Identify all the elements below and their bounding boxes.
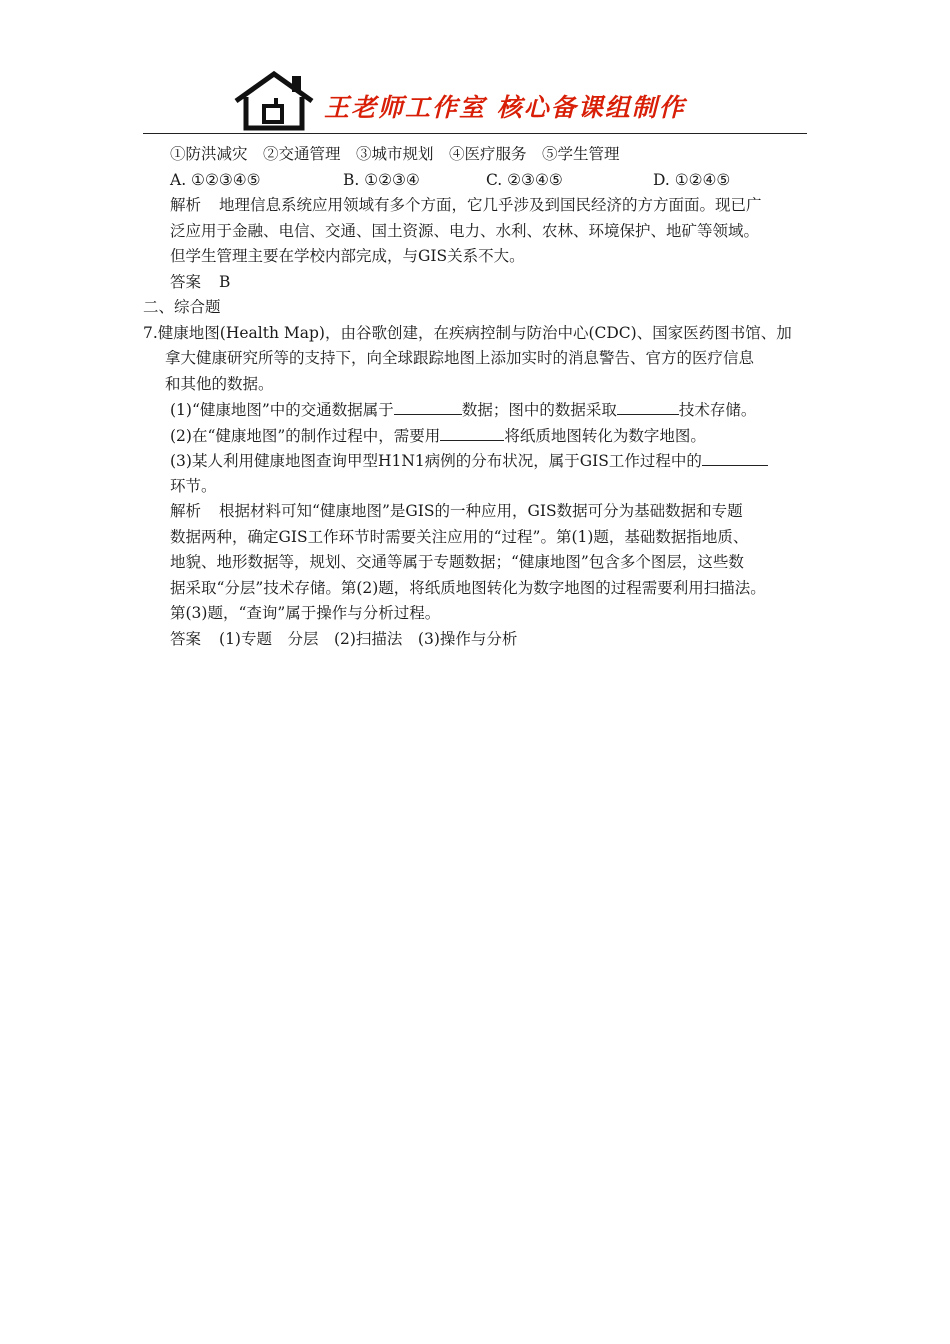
option-a: A. ①②③④⑤	[170, 170, 261, 189]
answer-label: 答案	[170, 272, 202, 291]
answer-blank	[394, 397, 462, 415]
answer-blank	[440, 423, 504, 441]
option-d: D. ①②④⑤	[653, 170, 731, 189]
q6-options	[143, 168, 815, 194]
question-number: 7.	[143, 323, 158, 342]
q7-stem-line: 拿大健康研究所等的支持下，向全球跟踪地图上添加实时的消息警告、官方的医疗信息	[165, 349, 755, 367]
q7-analysis-line: 地貌、地形数据等，规划、交通等属于专题数据；“健康地图”包含多个图层，这些数	[170, 553, 744, 571]
q7-answer	[143, 627, 815, 653]
sub2-text-b: 将纸质地图转化为数字地图。	[504, 426, 706, 445]
q6-answer	[143, 270, 815, 296]
sub1-text-b: 数据；图中的数据采取	[461, 401, 617, 419]
answer-blank	[617, 397, 679, 415]
analysis-text: 根据材料可知“健康地图”是GIS的一种应用，GIS数据可分为基础数据和专题	[219, 502, 743, 520]
q7-analysis-line: 据采取“分层”技术存储。第(2)题，将纸质地图转化为数字地图的过程需要利用扫描法。	[170, 578, 766, 597]
sub1-text-a: (1)“健康地图”中的交通数据属于	[170, 401, 394, 419]
answer-label: 答案	[170, 629, 202, 648]
q7-analysis-line: 第(3)题，“查询”属于操作与分析过程。	[170, 604, 441, 622]
header-divider	[143, 133, 807, 134]
section-title: 二、综合题	[143, 298, 221, 316]
analysis-label: 解析	[170, 502, 202, 520]
sub1-text-c: 技术存储。	[678, 401, 757, 419]
sub3-text-a: (3)某人利用健康地图查询甲型H1N1病例的分布状况，属于GIS工作过程中的	[170, 452, 702, 470]
q7-sub2	[143, 423, 815, 449]
q6-analysis-line: 泛应用于金融、电信、交通、国土资源、电力、水利、农林、环境保护、地矿等领域。	[170, 221, 760, 240]
q6-analysis-line: 但学生管理主要在学校内部完成，与GIS关系不大。	[170, 247, 525, 265]
stem-text: 健康地图(Health Map)，由谷歌创建，在疾病控制与防治中心(CDC)、国家医药图书馆、加	[157, 323, 792, 342]
q7-sub1	[143, 397, 815, 423]
document-body	[143, 142, 815, 652]
q7-stem-line: 和其他的数据。	[165, 374, 274, 393]
sub2-text-a: (2)在“健康地图”的制作过程中，需要用	[170, 426, 441, 445]
brand-title: 王老师工作室 核心备课组制作	[324, 93, 686, 122]
page-header	[232, 70, 722, 136]
q7-sub3-cont: 环节。	[170, 476, 217, 495]
analysis-label: 解析	[170, 196, 202, 214]
q7-analysis-line	[143, 499, 815, 525]
q7-stem-line	[143, 321, 815, 347]
q6-items: ①防洪减灾 ②交通管理 ③城市规划 ④医疗服务 ⑤学生管理	[170, 145, 620, 163]
q6-analysis-line	[143, 193, 815, 219]
option-c: C. ②③④⑤	[486, 170, 563, 189]
analysis-text: 地理信息系统应用领域有多个方面，它几乎涉及到国民经济的方方面面。现已广	[219, 196, 762, 214]
house-icon	[232, 70, 316, 132]
option-b: B. ①②③④	[343, 170, 420, 189]
answer-value: (1)专题 分层 (2)扫描法 (3)操作与分析	[219, 629, 518, 648]
q7-analysis-line: 数据两种，确定GIS工作环节时需要关注应用的“过程”。第(1)题，基础数据指地质、	[170, 527, 749, 546]
q7-sub3	[143, 448, 815, 474]
answer-blank	[702, 448, 768, 466]
answer-value: B	[219, 272, 231, 291]
